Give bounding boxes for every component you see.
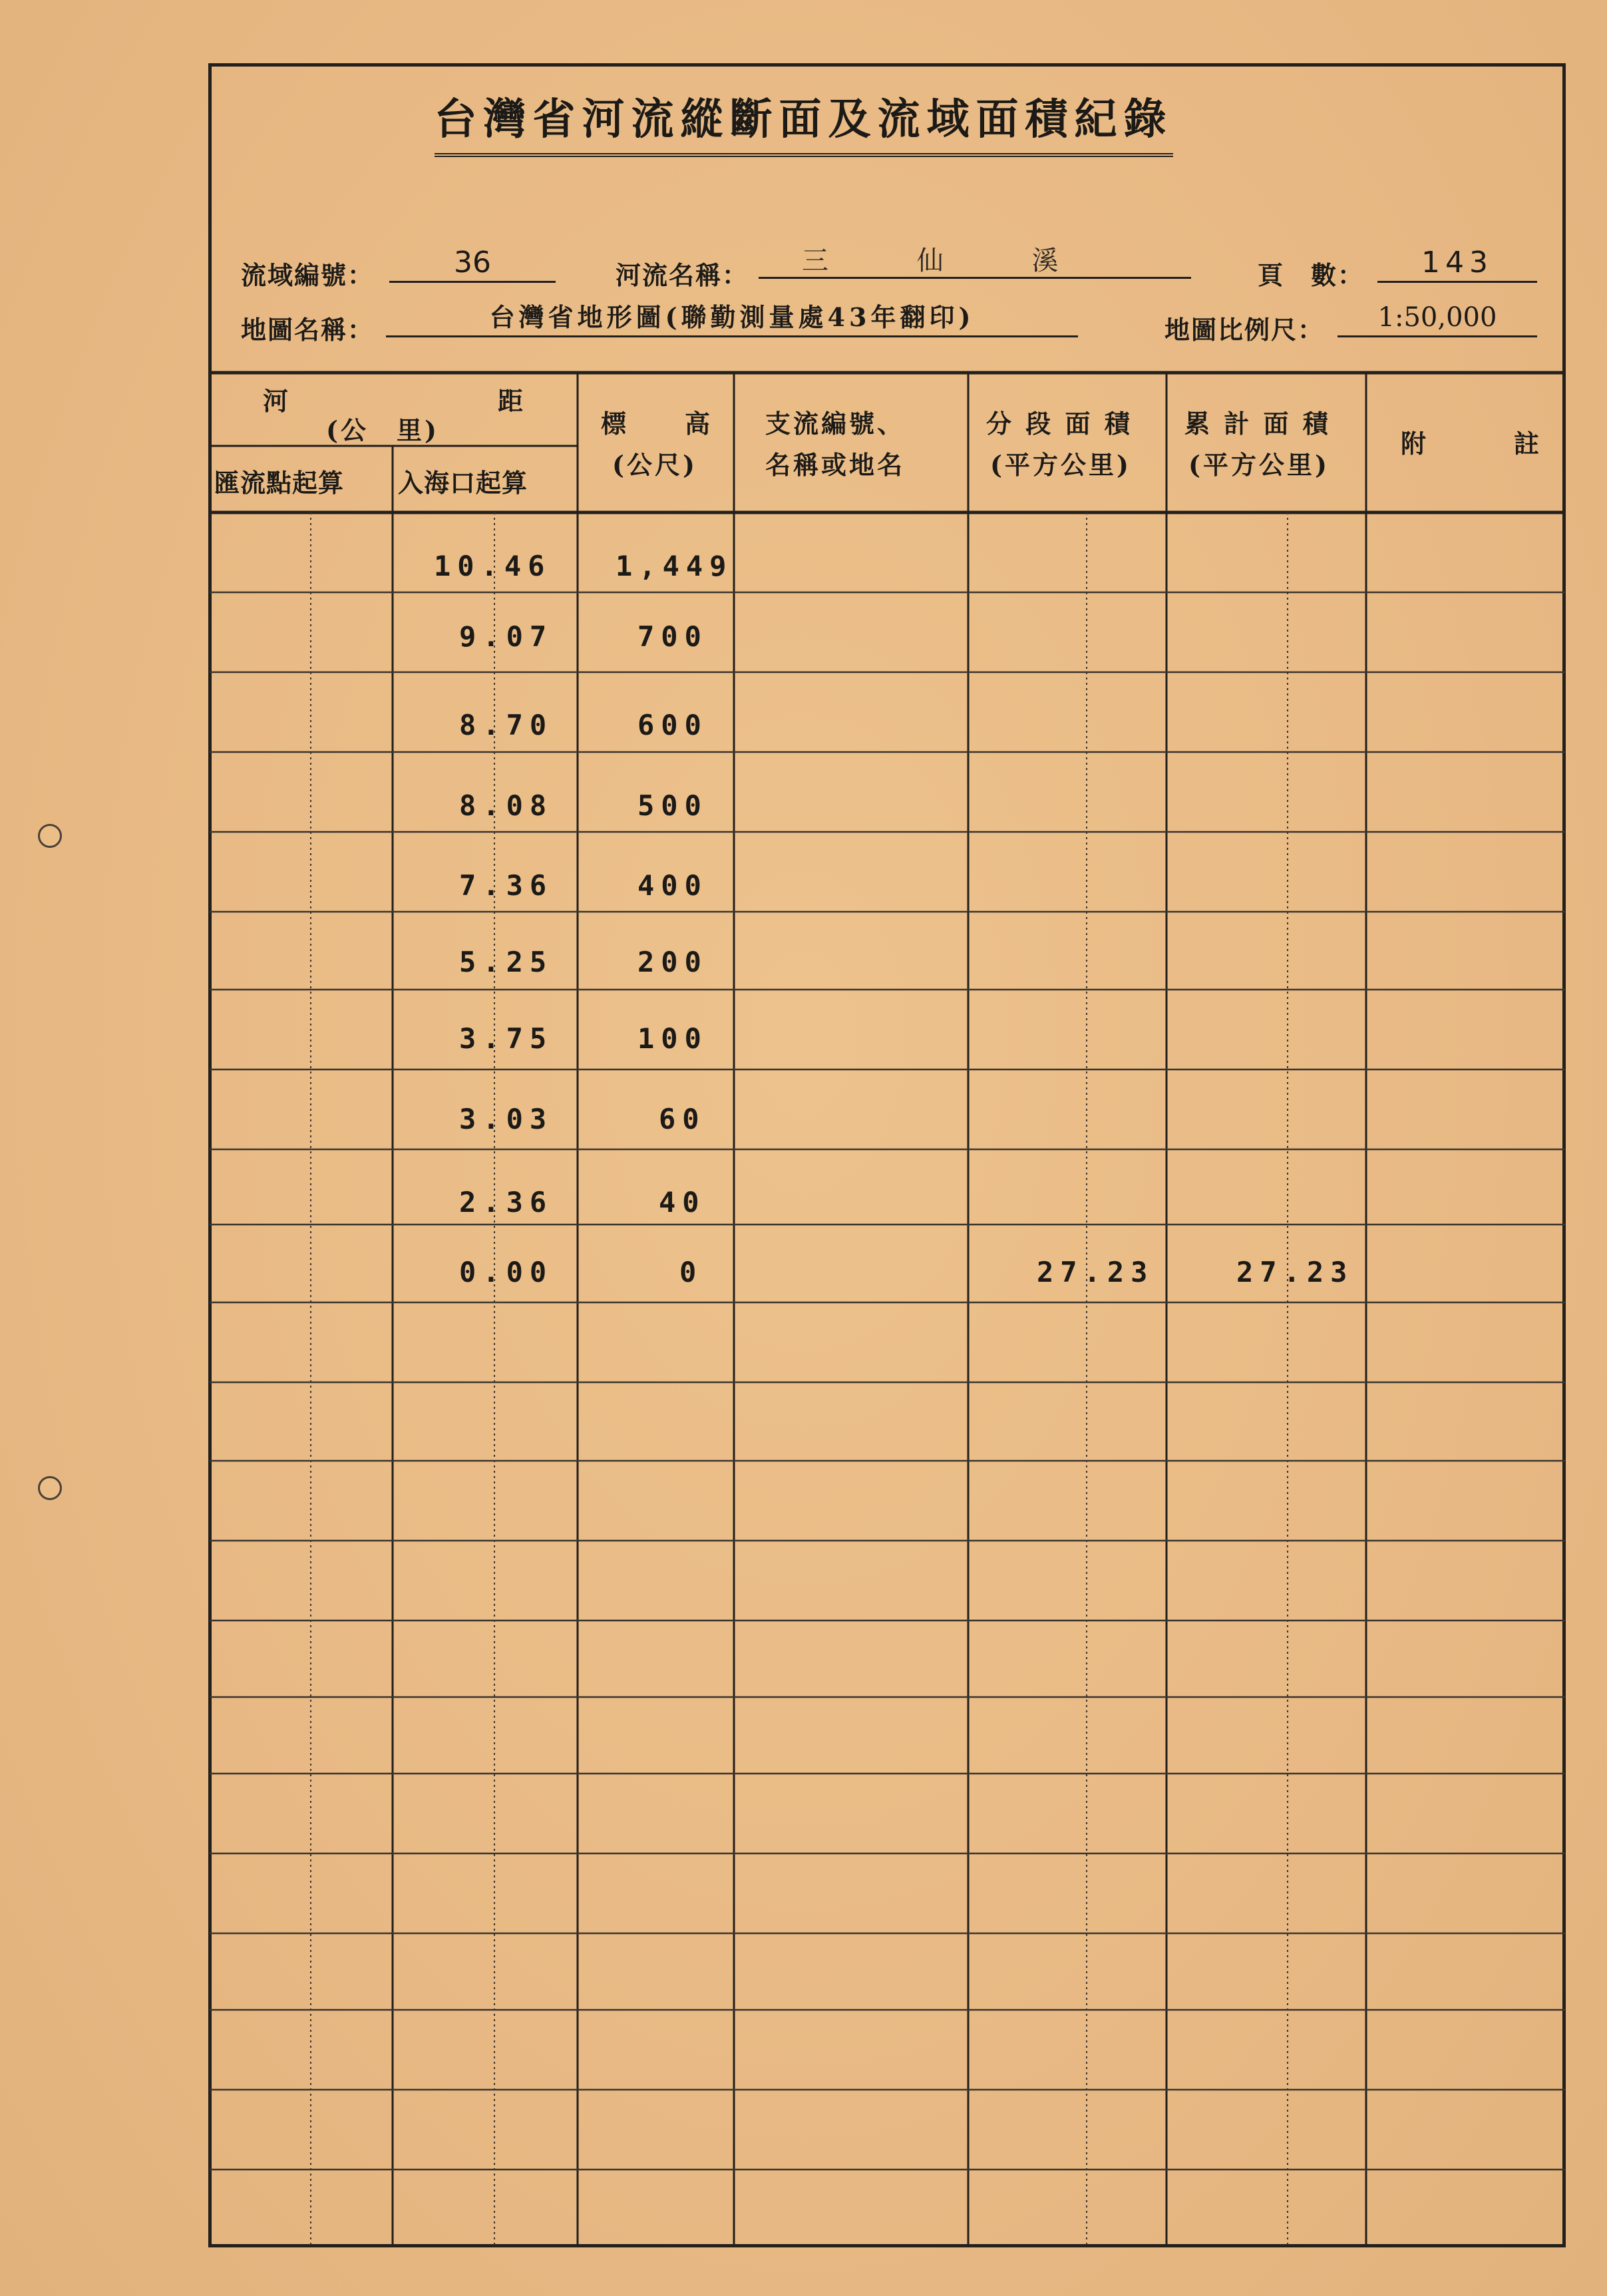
row3-km: 8.70: [459, 709, 554, 741]
row1-elev: 1,449: [616, 550, 733, 582]
col-distance-ju: 距: [498, 386, 526, 416]
col-segment-area-unit: (平方公里): [990, 450, 1131, 480]
row10-elev: 0: [679, 1256, 703, 1288]
scale-label: 地圖比例尺：: [1164, 315, 1325, 345]
col-distance-he: 河: [263, 386, 291, 416]
river-name-value: 三 仙 溪: [759, 243, 1191, 279]
row2-km: 9.07: [459, 620, 554, 653]
row8-km: 3.03: [459, 1103, 554, 1135]
row10-km: 0.00: [459, 1256, 554, 1288]
row6-km: 5.25: [459, 946, 554, 978]
map-name-label: 地圖名稱：: [241, 315, 375, 345]
row10-segment-area: 27.23: [1037, 1256, 1155, 1288]
page-label: 頁 數：: [1258, 260, 1365, 290]
row6-elev: 200: [637, 946, 708, 978]
col-remarks-zhu: 註: [1514, 429, 1542, 459]
row1-km: 10.46: [434, 550, 552, 582]
col-tributary-2: 名稱或地名: [765, 450, 906, 480]
col-from-confluence: 匯流點起算: [214, 468, 345, 498]
col-distance-unit: (公 里): [326, 415, 439, 445]
row2-elev: 700: [637, 620, 708, 653]
row9-km: 2.36: [459, 1186, 554, 1219]
row4-km: 8.08: [459, 789, 554, 822]
col-segment-area: 分 段 面 積: [986, 409, 1133, 439]
row3-elev: 600: [637, 709, 708, 741]
form-title: 台灣省河流縱斷面及流域面積紀錄: [0, 85, 1607, 157]
punch-hole-bottom: [38, 1476, 62, 1500]
row7-km: 3.75: [459, 1022, 554, 1055]
col-tributary: 支流編號、: [765, 409, 906, 439]
col-cumulative-area-unit: (平方公里): [1188, 450, 1330, 480]
col-remarks-fu: 附: [1401, 429, 1429, 459]
punch-hole-top: [38, 824, 62, 848]
page-value: 143: [1377, 245, 1537, 283]
river-name-label: 河流名稱：: [616, 260, 749, 290]
row5-km: 7.36: [459, 869, 554, 902]
row7-elev: 100: [637, 1022, 708, 1055]
col-elevation-unit: (公尺): [612, 450, 697, 480]
row8-elev: 60: [659, 1103, 706, 1135]
basin-no-value: 36: [389, 245, 556, 283]
map-name-value: 台灣省地形圖(聯勤測量處43年翻印): [386, 299, 1078, 337]
form-frame: [208, 63, 1566, 2247]
scale-value: 1:50,000: [1338, 299, 1537, 337]
col-from-mouth: 入海口起算: [398, 468, 528, 498]
col-elevation: 標 高: [601, 409, 713, 439]
row5-elev: 400: [637, 869, 708, 902]
row10-cumulative-area: 27.23: [1236, 1256, 1354, 1288]
row4-elev: 500: [637, 789, 708, 822]
col-cumulative-area: 累 計 面 積: [1184, 409, 1331, 439]
basin-no-label: 流域編號：: [241, 260, 375, 290]
row9-elev: 40: [659, 1186, 706, 1219]
